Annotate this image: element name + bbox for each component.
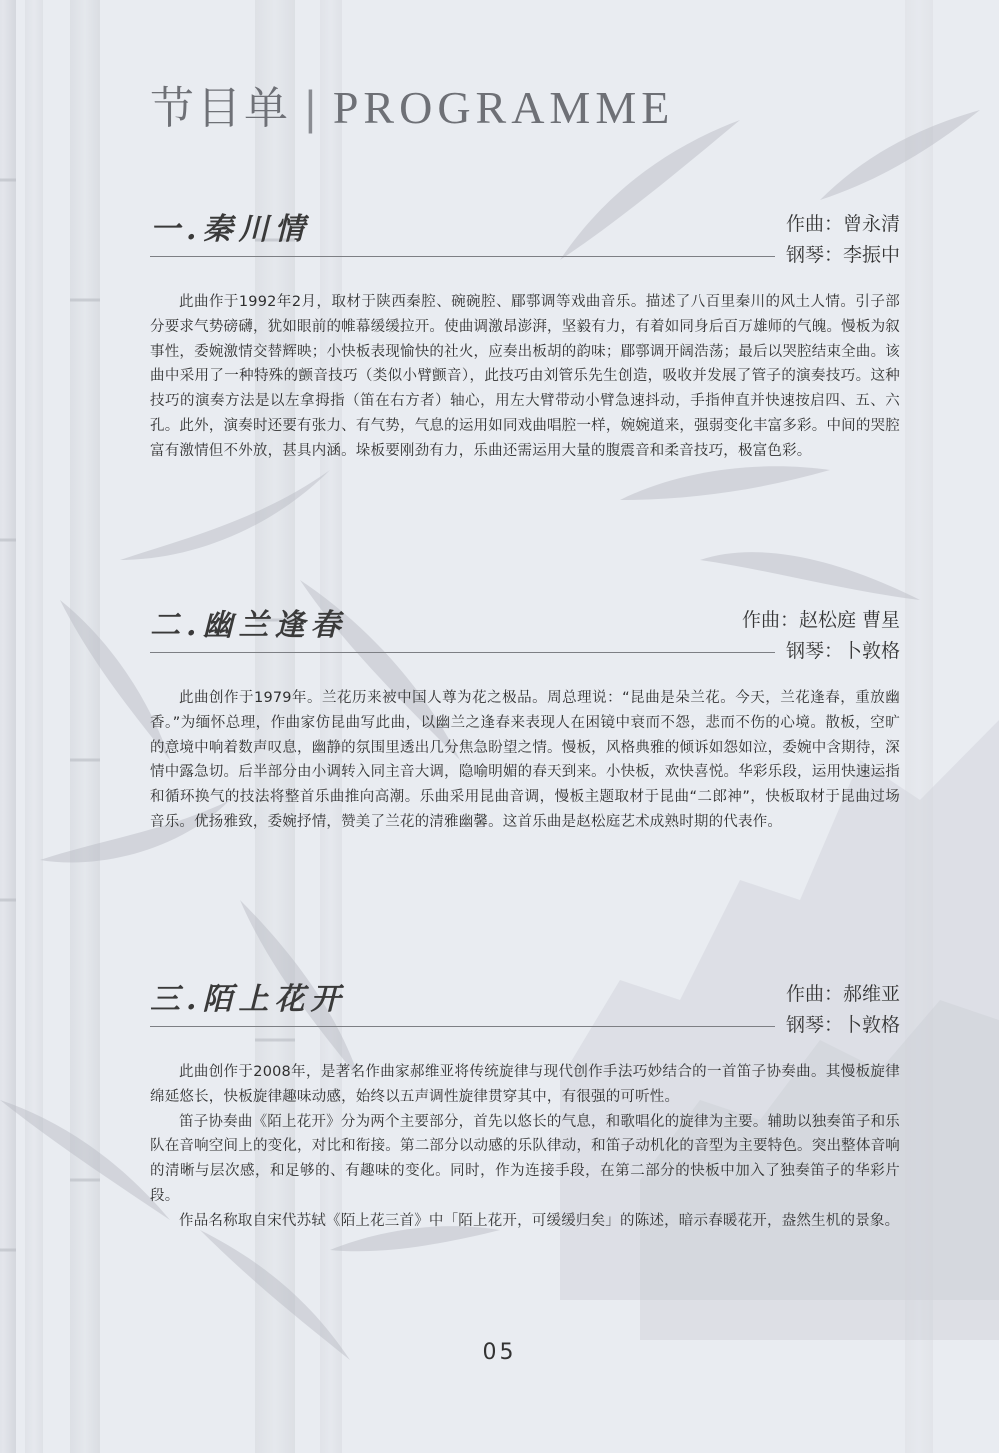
description-paragraph: 此曲创作于1979年。兰花历来被中国人尊为花之极品。周总理说：“昆曲是朵兰花。今天，兰花逢春，重放幽香。”为缅怀总理，作曲家仿昆曲写此曲，以幽兰之逢春来表现人在困镜中衰而不怨，悲而不伤的心境。散板，空旷的意境中响着数声叹息，幽静的氛围里透出几分焦急盼望之情。慢板，风格典雅的倾诉如怨如泣，委婉中含期待，深情中露急切。后半部分由小调转入同主音大调，隐喻明媚的春天到来。小快板，欢快喜悦。华彩乐段，运用快速运指和循环换气的技法将整首乐曲推向高潮。乐曲采用昆曲音调，慢板主题取材于昆曲“二郎神”，快板取材于昆曲过场音乐。优扬雅致，委婉抒情，赞美了兰花的清雅幽馨。这首乐曲是赵松庭艺术成熟时期的代表作。 — [150, 690, 900, 830]
description-paragraph: 此曲作于1992年2月，取材于陕西秦腔、碗碗腔、郿鄠调等戏曲音乐。描述了八百里秦川的风土人情。引子部分要求气势磅礴，犹如眼前的帷幕缓缓拉开。使曲调激昂澎湃，坚毅有力，有着如同身后百万雄师的气魄。慢板为叙事性，委婉激情交替辉映；小快板表现愉快的社火，应奏出板胡的韵味；郿鄠调开阔浩荡；最后以哭腔结束全曲。该曲中采用了一种特殊的颤音技巧（类似小臂颤音），此技巧由刘管乐先生创造，吸收并发展了管子的演奏技巧。这种技巧的演奏方法是以左拿拇指（笛在右方者）轴心，用左大臂带动小臂急速抖动，手指伸直并快速按启四、五、六孔。此外，演奏时还要有张力、有气势，气息的运用如同戏曲唱腔一样，婉婉道来，强弱变化丰富多彩。中间的哭腔富有激情但不外放，甚具内涵。垛板要刚劲有力，乐曲还需运用大量的腹震音和柔音技巧，极富色彩。 — [150, 294, 900, 459]
programme-item-header — [150, 210, 900, 280]
piece-title: 二.幽兰逢春 — [150, 608, 347, 643]
description-paragraph: 笛子协奏曲《陌上花开》分为两个主要部分，首先以悠长的气息，和歌唱化的旋律为主要。辅助以独奏笛子和乐队在音响空间上的变化，对比和衔接。第二部分以动感的乐队律动，和笛子动机化的音型为主要特色。突出整体音响的清晰与层次感，和足够的、有趣味的变化。同时，作为连接手段，在第二部分的快板中加入了独奏笛子的华彩片段。 — [150, 1113, 900, 1204]
piece-title: 三.陌上花开 — [150, 982, 347, 1017]
title-separator: | — [303, 83, 321, 134]
pianist-credit: 钢琴：卜敦格 — [785, 1014, 900, 1036]
piece-description — [150, 1060, 900, 1234]
description-paragraph: 此曲创作于2008年，是著名作曲家郝维亚将传统旋律与现代创作手法巧妙结合的一首笛子协奏曲。其慢板旋律绵延悠长，快板旋律趣味动感，始终以五声调性旋律贯穿其中，有很强的可听性。 — [150, 1064, 900, 1105]
title-divider — [150, 256, 775, 257]
page-title-cn: 节目单 — [150, 83, 291, 134]
composer-credit: 作曲：郝维亚 — [785, 983, 900, 1005]
pianist-credit: 钢琴：李振中 — [785, 244, 900, 266]
title-divider — [150, 1026, 775, 1027]
composer-credit: 作曲：曾永清 — [785, 213, 900, 235]
description-paragraph: 作品名称取自宋代苏轼《陌上花三首》中「陌上花开，可缓缓归矣」的陈述，暗示春暖花开，盎然生机的景象。 — [179, 1212, 900, 1229]
composer-credit: 作曲：赵松庭 曹星 — [741, 609, 900, 631]
programme-item-3 — [150, 980, 900, 1234]
piece-title: 一.秦川情 — [150, 212, 311, 247]
piece-description — [150, 686, 900, 835]
programme-item-header — [150, 980, 900, 1050]
pianist-credit: 钢琴：卜敦格 — [785, 640, 900, 662]
piece-description — [150, 290, 900, 464]
programme-item-2 — [150, 606, 900, 835]
programme-item-1 — [150, 210, 900, 464]
page-number: 05 — [482, 1340, 517, 1365]
page-title — [150, 80, 674, 137]
programme-item-header — [150, 606, 900, 676]
page-title-en: PROGRAMME — [332, 82, 675, 133]
title-divider — [150, 652, 775, 653]
